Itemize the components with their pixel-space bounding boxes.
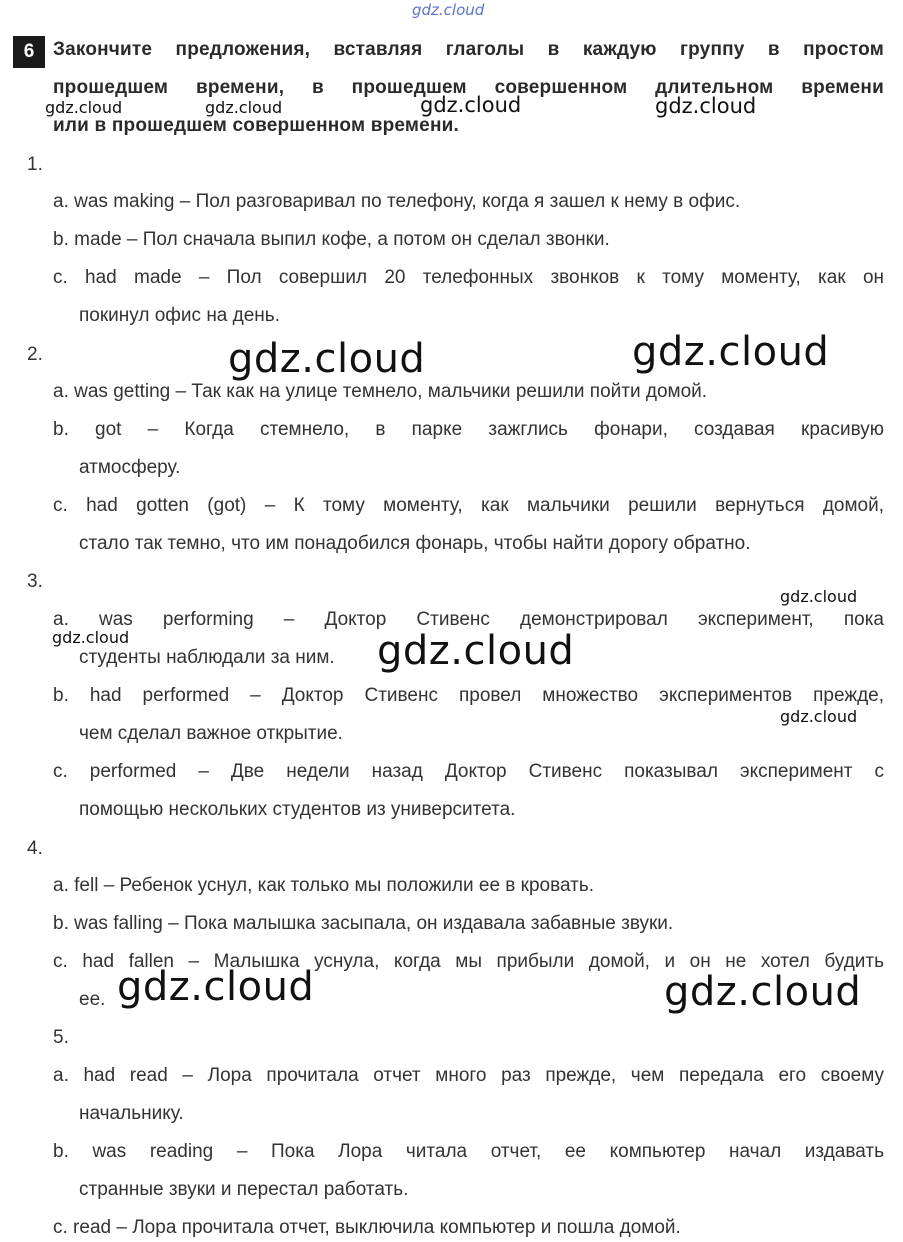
site-watermark: gdz.cloud — [205, 98, 283, 117]
site-watermark: gdz.cloud — [117, 964, 315, 1010]
site-watermark: gdz.cloud — [780, 587, 858, 606]
answer-line-continuation: ее. — [79, 989, 106, 1010]
answer-line: b. had performed – Доктор Стивенс провел множество экспериментов прежде, — [53, 685, 884, 706]
answer-line: b. was reading – Пока Лора читала отчет, ее компьютер начал издавать — [53, 1141, 884, 1162]
answer-line: a. was performing – Доктор Стивенс демонстрировал эксперимент, пока — [53, 609, 884, 630]
answer-line: b. was falling – Пока малышка засыпала, он издавала забавные звуки. — [53, 913, 674, 934]
answer-line: a. had read – Лора прочитала отчет много раз прежде, чем передала его своему — [53, 1065, 884, 1086]
answer-line-continuation: странные звуки и перестал работать. — [79, 1179, 409, 1200]
group-number: 5. — [53, 1027, 69, 1048]
answer-line-continuation: помощью нескольких студентов из университета. — [79, 799, 516, 820]
instruction-line-2: прошедшем времени, в прошедшем совершенном длительном времени — [53, 77, 884, 98]
answer-line: c. had fallen – Малышка уснула, когда мы прибыли домой, и он не хотел будить — [53, 951, 884, 972]
answer-line-continuation: атмосферу. — [79, 457, 181, 478]
answer-line-continuation: начальнику. — [79, 1103, 184, 1124]
answer-line: b. got – Когда стемнело, в парке зажглись фонари, создавая красивую — [53, 419, 884, 440]
answer-line: a. was getting – Так как на улице темнело, мальчики решили пойти домой. — [53, 381, 708, 402]
group-number: 2. — [27, 344, 43, 365]
answer-line: c. performed – Две недели назад Доктор Стивенс показывал эксперимент с — [53, 761, 884, 782]
site-watermark: gdz.cloud — [780, 707, 858, 726]
site-watermark: gdz.cloud — [228, 336, 426, 382]
site-watermark-top: gdz.cloud — [412, 1, 485, 19]
site-watermark: gdz.cloud — [420, 93, 522, 117]
answer-line-continuation: студенты наблюдали за ним. — [79, 647, 335, 668]
site-watermark: gdz.cloud — [632, 329, 830, 375]
answer-line: c. read – Лора прочитала отчет, выключила компьютер и пошла домой. — [53, 1217, 681, 1238]
answer-line: c. had made – Пол совершил 20 телефонных звонков к тому моменту, как он — [53, 267, 884, 288]
answer-line-continuation: чем сделал важное открытие. — [79, 723, 343, 744]
answer-line: c. had gotten (got) – К тому моменту, как мальчики решили вернуться домой, — [53, 495, 884, 516]
instruction-line-1: Закончите предложения, вставляя глаголы в каждую группу в простом — [53, 39, 884, 60]
site-watermark: gdz.cloud — [664, 969, 862, 1015]
answer-line-continuation: стало так темно, что им понадобился фонарь, чтобы найти дорогу обратно. — [79, 533, 751, 554]
site-watermark: gdz.cloud — [655, 94, 757, 118]
exercise-number-badge: 6 — [13, 36, 45, 68]
answer-line: b. made – Пол сначала выпил кофе, а потом он сделал звонки. — [53, 229, 610, 250]
answer-line: a. fell – Ребенок уснул, как только мы положили ее в кровать. — [53, 875, 595, 896]
site-watermark: gdz.cloud — [377, 628, 575, 674]
group-number: 4. — [27, 838, 43, 859]
site-watermark: gdz.cloud — [45, 98, 123, 117]
answer-line: a. was making – Пол разговаривал по телефону, когда я зашел к нему в офис. — [53, 191, 741, 212]
site-watermark: gdz.cloud — [52, 628, 130, 647]
instruction-line-3: или в прошедшем совершенном времени. — [53, 115, 459, 136]
group-number: 3. — [27, 571, 43, 592]
answer-line-continuation: покинул офис на день. — [79, 305, 280, 326]
group-number: 1. — [27, 154, 43, 175]
